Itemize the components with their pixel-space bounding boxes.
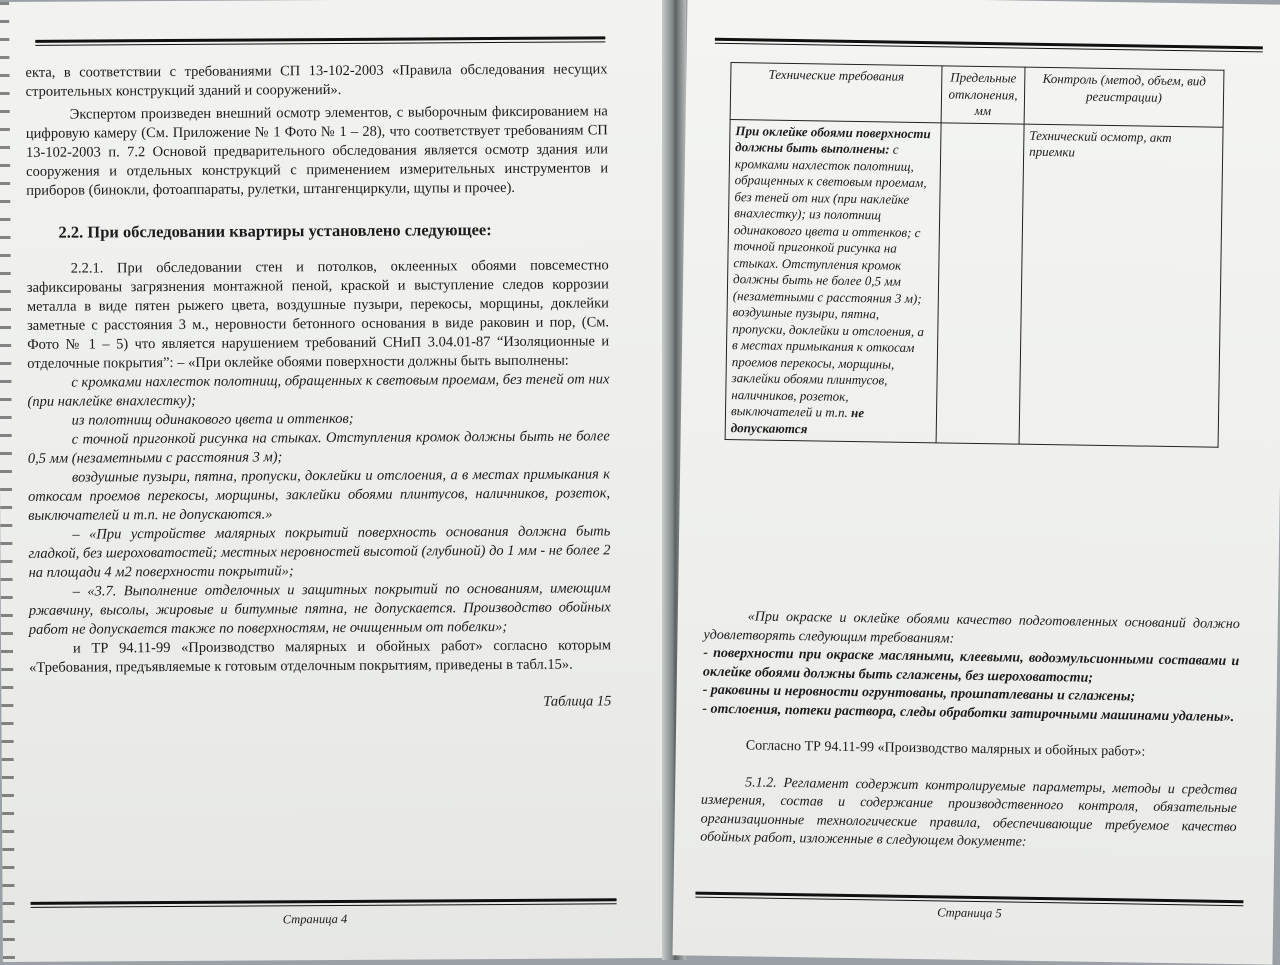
paragraph-according: Согласно ТР 94.11-99 «Производство малярных и обойных работ»: (745, 738, 1146, 760)
header-rule-left (35, 36, 605, 45)
paragraph-base-quality: «При окраске и оклейке обоями качество подготовленных оснований должно удовлетворять следующим требованиям: (703, 609, 1240, 647)
table-cell-control: Технический осмотр, акт приемки (1019, 124, 1223, 448)
paragraph-inspection: Экспертом произведен внешний осмотр элементов, с выборочным фиксированием на цифровую камеру (См. Приложение № 1 Фото № 1 – 28), что соответствует требованиям СП 13-102-2003 п. 7.2 Основой предварительного обследования является осмотр здания или сооружения и отдельных конструкций с применением измерительных инструментов и приборов (бинокли, фотоаппараты, рулетки, штангенциркули, щупы и прочее). (25, 103, 609, 199)
spiral-binding (0, 2, 15, 962)
page-number-right: Страница 5 (937, 905, 1002, 921)
requirement-body: с кромками нахлесток полотнищ, обращенных к световым проемам, без теней от них (при наклейке внахлестку); из полотнищ одинакового цвета и оттенков; с точной пригонкой рисунка на стыках. Отступления кромок должны быть не более 0,5 мм (незаметными с расстояния 3 м); воздушные пузыри, пятна, пропуски, доклейки и отслоения, а в местах примыкания к откосам проемов перекосы, морщины, заклейки обоями плинтусов, наличников, розеток, выключателей и т.п. (730, 141, 927, 420)
requirements-table (725, 62, 1225, 448)
bullet-cavities: - раковины и неровности огрунтованы, прошпатлеваны и сглажены; (702, 682, 1136, 705)
table-header-requirements: Технические требования (730, 63, 942, 123)
quote-3-7: – «3.7. Выполнение отделочных и защитных покрытий по основаниям, имеющим ржавчину, высолы, жировые и битумные пятна, не допускается. Производство обойных работ не допускается также по поверхностям, не очищенным от побелки»; (28, 580, 611, 638)
table-caption: Таблица 15 (543, 693, 612, 710)
table-header-control: Контроль (метод, объем, вид регистрации) (1024, 67, 1224, 127)
requirement-item-2: из полотнищ одинакового цвета и оттенков; (71, 410, 354, 429)
table-header-deviation: Предельные отклонения, мм (941, 66, 1025, 124)
header-rule-right (715, 38, 1263, 53)
paragraph-continuation: екта, в соответствии с требованиями СП 13-102-2003 «Правила обследования несущих строительных конструкций зданий и сооружений». (25, 61, 608, 100)
table-cell-requirements (725, 119, 941, 443)
requirements-table-wrap (725, 62, 1225, 448)
table-row (725, 119, 1223, 447)
paragraph-5-1-2: 5.1.2. Регламент содержит контролируемые параметры, методы и средства измерения, состав и содержание производственного контроля, обязательные организационные технологические правила, обеспечивающие требуемое качество обойных работ, изложенные в следующем документе: (700, 774, 1238, 850)
footer-rule-right (695, 892, 1243, 907)
requirement-lead: При оклейке обоями поверхности должны быть выполнены: (735, 122, 931, 157)
footer-rule-left (31, 898, 617, 908)
paragraph-findings: 2.2.1. При обследовании стен и потолков, оклеенных обоями повсеместно зафиксированы загрязнения монтажной пеной, краской и выступление следов коррозии металла в виде пятен рыжего цвета, воздушные пузыри, перекосы, морщины, доклейки заметные с расстояния 3 м., неровности бетонного основания в виде раковин и пор, (См. Фото № 1 – 5) что является нарушением требований СНиП 3.04.01-87 “Изоляционные и отделочные покрытия”: – «При оклейке обоями поверхности должны быть выполнены: (26, 257, 610, 372)
section-heading: 2.2. При обследовании квартиры установлено следующее: (58, 220, 492, 242)
right-page (672, 0, 1280, 965)
table-cell-deviation (936, 122, 1024, 444)
right-page-body (700, 608, 1240, 856)
requirement-item-4: воздушные пузыри, пятна, пропуски, доклейки и отслоения, а в местах примыкания к откосам проемов перекосы, морщины, заклейки обоями плинтусов, наличников, розеток, выключателей и т.п. не допускаются.» (28, 466, 611, 524)
left-page-body (25, 60, 611, 715)
paragraph-tr-reference: и ТР 94.11-99 «Производство малярных и обойных работ» согласно которым «Требования, предъявляемые к готовым отделочным покрытиям, приведены в табл.15». (29, 637, 612, 676)
bullet-surfaces: - поверхности при окраске масляными, клеевыми, водоэмульсионными составами и оклейке обоями должны быть сглажены, без шероховатости; (702, 645, 1240, 686)
page-number-left: Страница 4 (282, 911, 348, 927)
requirement-item-1: с кромками нахлесток полотнищ, обращенных к световым проемам, без теней от них (при наклейке внахлестку); (27, 371, 610, 410)
bullet-flaking: - отслоения, потеки раствора, следы обработки затирочными машинами удалены». (702, 701, 1235, 725)
requirement-item-3: с точной пригонкой рисунка на стыках. Отступления кромок должны быть не более 0,5 мм (незаметными с расстояния 3 м); (27, 428, 610, 467)
requirement-end: не допускаются (730, 404, 865, 436)
quote-painting: – «При устройстве малярных покрытий поверхность основания должна быть гладкой, без шероховатостей; местных неровностей высотой (глубиной) до 1 мм - не более 2 на площади 4 м2 поверхности покрытий»; (28, 523, 611, 581)
